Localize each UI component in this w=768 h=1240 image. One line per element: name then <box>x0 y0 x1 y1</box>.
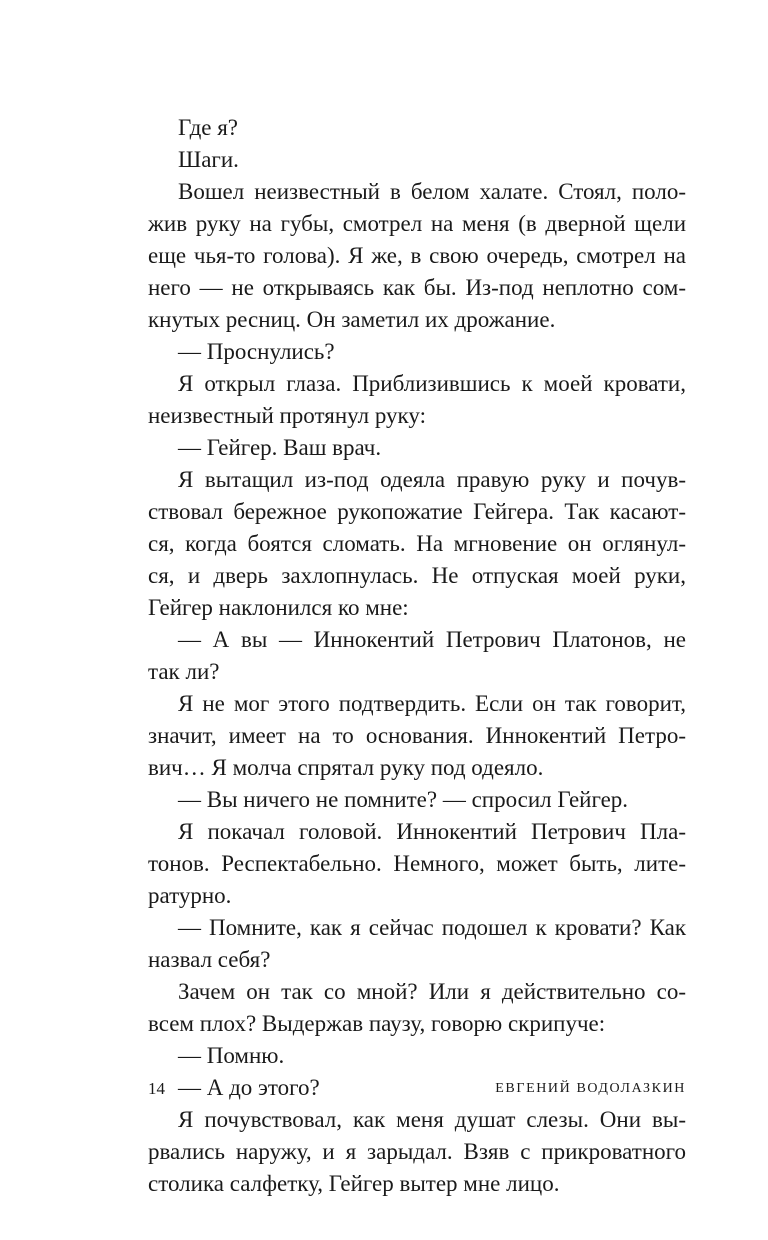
text-line: — А вы — Иннокентий Петрович Платонов, не <box>178 627 686 652</box>
text-line: — Помните, как я сейчас подошел к кровати? Как <box>178 915 686 940</box>
text-line: Зачем он так со мной? Или я действительно со- <box>178 979 686 1004</box>
text-line: неизвестный протянул руку: <box>148 403 426 428</box>
text-line: ратурно. <box>148 883 232 908</box>
text-line: — Вы ничего не помните? — спросил Гейгер. <box>178 787 629 812</box>
page-number: 14 <box>148 1079 165 1098</box>
text-line: него — не открываясь как бы. Из-под неплотно сом- <box>148 275 686 300</box>
text-line: Шаги. <box>178 147 239 172</box>
text-line: Я открыл глаза. Приблизившись к моей кровати, <box>178 371 686 396</box>
text-line: вич… Я молча спрятал руку под одеяло. <box>148 755 544 780</box>
text-line: кнутых ресниц. Он заметил их дрожание. <box>148 307 556 332</box>
text-line: всем плох? Выдержав паузу, говорю скрипуче: <box>148 1011 606 1036</box>
text-line: Гейгер наклонился ко мне: <box>148 595 409 620</box>
text-line: рвались наружу, и я зарыдал. Взяв с прикроватного <box>148 1139 686 1164</box>
text-line: ся, когда боятся сломать. На мгновение он оглянул- <box>148 531 686 556</box>
text-line: ся, и дверь захлопнулась. Не отпуская моей руки, <box>148 563 686 588</box>
text-line: жив руку на губы, смотрел на меня (в дверной щели <box>148 211 686 236</box>
text-line: Я не мог этого подтвердить. Если он так говорит, <box>178 691 686 716</box>
text-line: — Гейгер. Ваш врач. <box>178 435 382 460</box>
text-line: Я покачал головой. Иннокентий Петрович Пла- <box>178 819 686 844</box>
text-line: ствовал бережное рукопожатие Гейгера. Так касают- <box>148 499 686 524</box>
text-line: Где я? <box>178 115 239 140</box>
running-footer-author: ЕВГЕНИЙ ВОДОЛАЗКИН <box>495 1081 686 1096</box>
text-line: Вошел неизвестный в белом халате. Стоял, поло- <box>178 179 686 204</box>
text-line: Я почувствовал, как меня душат слезы. Они вы- <box>178 1107 686 1132</box>
text-line: — Проснулись? <box>178 339 335 364</box>
text-line: тонов. Респектабельно. Немного, может быть, лите- <box>148 851 686 876</box>
text-line: назвал себя? <box>148 947 271 972</box>
text-line: Я вытащил из-под одеяла правую руку и почув- <box>178 467 686 492</box>
text-line: еще чья-то голова). Я же, в свою очередь, смотрел на <box>148 243 686 268</box>
text-line: значит, имеет на то основания. Иннокентий Петро- <box>148 723 686 748</box>
text-line: так ли? <box>148 659 220 684</box>
text-line: — А до этого? <box>178 1075 320 1100</box>
text-line: — Помню. <box>178 1043 285 1068</box>
text-line: столика салфетку, Гейгер вытер мне лицо. <box>148 1171 560 1196</box>
